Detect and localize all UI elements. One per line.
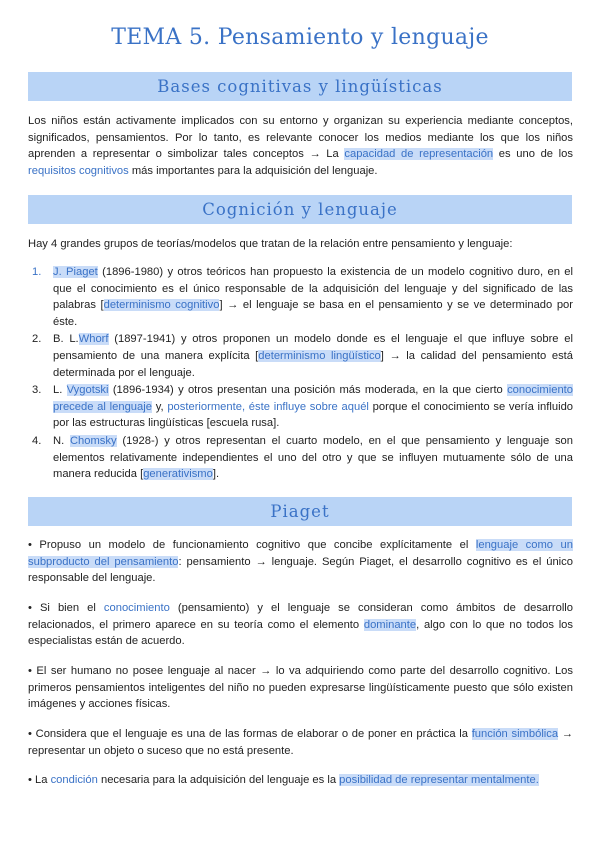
paragraph-intro-teorias: Hay 4 grandes grupos de teorías/modelos que tratan de la relación entre pensamiento y lenguaje: bbox=[28, 238, 513, 250]
highlight-representar-mentalmente: posibilidad de representar mentalmente. bbox=[339, 774, 539, 786]
bullet-4: • Considera que el lenguaje es una de las formas de elaborar o de poner en práctica la función simbólica → representar un objeto o suceso que no está presente. bbox=[28, 728, 573, 757]
section-heading-bases: Bases cognitivas y lingüísticas bbox=[28, 72, 572, 101]
list-item: 4. N. Chomsky (1928-) y otros representan el cuarto modelo, en el que pensamiento y lenguaje son elementos relativamente independientes el uno del otro y que se influyen mutuamente sólo de una manera reducida [generativismo]. bbox=[32, 434, 574, 481]
bullet-5: • La condición necesaria para la adquisición del lenguaje es la posibilidad de representar mentalmente. bbox=[28, 774, 539, 786]
bullet-2: • Si bien el conocimiento (pensamiento) y el lenguaje se consideran como ámbitos de desarrollo relacionados, el primero aparece en su teoría como el elemento dominante, algo con lo que no todos los especialistas están de acuerdo. bbox=[28, 602, 574, 648]
list-item: 3. L. Vygotski (1896-1934) y otros presentan una posición más moderada, en la que cierto conocimiento precede al lenguaje y, posteriormente, éste influye sobre aquél porque el conocimiento se vería influido por las estructuras lingüísticas [escuela rusa]. bbox=[32, 384, 574, 430]
highlight-generativismo: generativismo bbox=[143, 468, 213, 481]
highlight-subproducto: lenguaje como un subproducto del pensamiento bbox=[28, 539, 573, 568]
term-requisitos-cognitivos: requisitos cognitivos bbox=[28, 164, 129, 177]
term-posteriormente: posteriormente, éste influye sobre aquél bbox=[167, 400, 369, 413]
list-item: 1. J. Piaget (1896-1980) y otros teóricos han propuesto la existencia de un modelo cognitivo duro, en el que el conocimiento es el único responsable de la adquisición del lenguaje y del significado de las palabras [determinismo cognitivo] → el lenguaje se basa en el pensamiento y se ve determinado por éste. bbox=[32, 266, 573, 328]
term-conocimiento: conocimiento bbox=[103, 602, 170, 614]
highlight-determinismo-cognitivo: determinismo cognitivo bbox=[103, 299, 220, 312]
page-title: TEMA 5. Pensamiento y lenguaje bbox=[111, 25, 489, 50]
section-heading-cognicion: Cognición y lenguaje bbox=[28, 195, 572, 224]
author-piaget: J. Piaget bbox=[53, 266, 98, 278]
paragraph-bases: Los niños están activamente implicados con su entorno y organizan su experiencia mediante conceptos, significados, pensamientos. Por lo tanto, es relevante conocer los medios mediante los que los niños aprenden a representar o simbolizar tales conceptos → La capacidad de representación es uno de los requisitos cognitivos más importantes para la adquisición del lenguaje. bbox=[28, 115, 573, 177]
bullet-3: • El ser humano no posee lenguaje al nacer → lo va adquiriendo como parte del desarrollo cognitivo. Los primeros pensamientos inteligentes del niño no pueden expresarse lingüísticamente puesto que sólo existen imágenes y acciones físicas. bbox=[28, 665, 573, 711]
highlight-conocimiento-precede: conocimiento precede al lenguaje bbox=[53, 384, 573, 413]
theories-list bbox=[32, 264, 573, 484]
highlight-funcion-simbolica: función simbólica bbox=[471, 728, 559, 740]
bullet-1: • Propuso un modelo de funcionamiento cognitivo que concibe explícitamente el lenguaje como un subproducto del pensamiento: pensamiento → lenguaje. Según Piaget, el desarrollo cognitivo es el único responsable del lenguaje. bbox=[28, 539, 573, 585]
highlight-dominante: dominante bbox=[363, 618, 417, 631]
author-chomsky: Chomsky bbox=[69, 434, 117, 447]
section-heading-piaget: Piaget bbox=[28, 497, 572, 526]
author-whorf: Whorf bbox=[78, 333, 109, 346]
highlight-determinismo-linguistico: determinismo lingüístico bbox=[258, 349, 381, 362]
list-item: 2. B. L.Whorf (1897-1941) y otros proponen un modelo donde es el lenguaje el que influye sobre el pensamiento de una manera explícita [determinismo lingüístico] → la calidad del pensamiento está determinada por el lenguaje. bbox=[32, 333, 573, 379]
highlight-capacidad-representacion: capacidad de representación bbox=[344, 148, 494, 161]
author-vygotski: Vygotski bbox=[66, 384, 109, 397]
term-condicion: condición bbox=[50, 774, 98, 786]
